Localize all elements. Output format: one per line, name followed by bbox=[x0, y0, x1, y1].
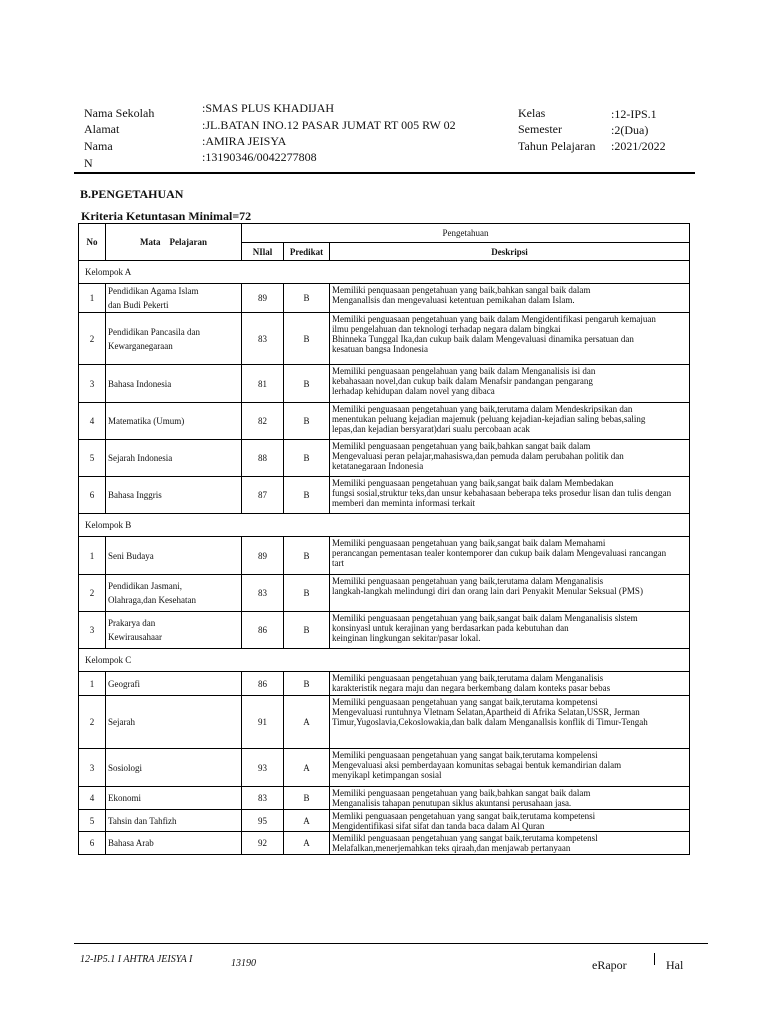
description-text: Memiliki penguasaan pengelahuan yang baik dalam Menganalisis isi dan kebahasaan novel,dan cukup baik dalam Menafsir pandangan pengarang lerhadap kehidupan dalam novel yang dibaca bbox=[330, 365, 690, 403]
subject-name: Bahasa Inggris bbox=[106, 477, 242, 514]
group-title: Kelompok A bbox=[79, 261, 690, 284]
description-text: Memiliki penguasaan pengetahuan yang baik,sangat baik dalam Memahami perancangan pementasan tealer kontemporer dan cukup baik dalam Mengevaluasi rancangan tart bbox=[330, 537, 690, 575]
predicate-value: B bbox=[284, 284, 330, 313]
footer-divider bbox=[74, 943, 708, 944]
subject-name: Pendidikan Agama Islam dan Budi Pekerti bbox=[106, 284, 242, 313]
description-text: Memilikl penguasaan pengetahuan yang baik,bahkan sangat baik dalam Mengevaluasi peran pelajar,mahasiswa,dan pemuda dalam perubahan politik dan ketatanegaraan Indonesia bbox=[330, 440, 690, 477]
row-number: 5 bbox=[79, 440, 106, 477]
predicate-value: A bbox=[284, 696, 330, 749]
footer-student-info: 12-IP5.1 I AHTRA JEISYA I bbox=[80, 954, 193, 965]
row-number: 4 bbox=[79, 403, 106, 440]
footer-student-id-cut: 13190 bbox=[231, 958, 256, 969]
predicate-value: B bbox=[284, 537, 330, 575]
description-text: Memiliki penguasaan pengetahuan yang baik,terutama dalam Menganalisis langkah-langkah melindungi diri dan orang lain dari Penyakit Menular Seksual (PMS) bbox=[330, 575, 690, 612]
predicate-value: B bbox=[284, 403, 330, 440]
score-value: 86 bbox=[242, 612, 284, 649]
predicate-value: B bbox=[284, 787, 330, 810]
value-nisn: :13190346/0042277808 bbox=[202, 150, 317, 164]
score-value: 82 bbox=[242, 403, 284, 440]
row-number: 2 bbox=[79, 696, 106, 749]
score-value: 86 bbox=[242, 672, 284, 696]
label-class: Kelas bbox=[518, 106, 546, 120]
row-number: 2 bbox=[79, 575, 106, 612]
score-value: 92 bbox=[242, 832, 284, 855]
table-row bbox=[79, 537, 690, 575]
score-value: 83 bbox=[242, 313, 284, 365]
subject-name: Tahsin dan Tahfizh bbox=[106, 810, 242, 832]
header-divider bbox=[74, 172, 695, 174]
subject-name: Matematika (Umum) bbox=[106, 403, 242, 440]
table-row bbox=[79, 440, 690, 477]
score-value: 89 bbox=[242, 537, 284, 575]
score-value: 87 bbox=[242, 477, 284, 514]
header-knowledge: Pengetahuan bbox=[242, 224, 690, 243]
score-value: 95 bbox=[242, 810, 284, 832]
description-text: Memiliki penguasaan pengetahuan yang baik,terutama dalam Mendeskripsikan dan menentukan peluang kejadian majemuk (peluang kejadian-kejadian saling bebas,saling lepas,dan kejadian bersyarat)dari sualu percobaan acak bbox=[330, 403, 690, 440]
score-value: 88 bbox=[242, 440, 284, 477]
table-row bbox=[79, 787, 690, 810]
table-row bbox=[79, 575, 690, 612]
description-text: Memiliki penguasaan pengetahuan yang sangat baik,terutama kompetensi Mengevaluasi runtuhnya Vletnam Selatan,Apartheid di Afrika Selatan,USSR, Jerman Timur,Yugoslavia,Cekoslowakia,dan balk dalam Menganallsis konflik di Timur-Tengah bbox=[330, 696, 690, 749]
score-value: 81 bbox=[242, 365, 284, 403]
description-text: Memiliki penguasaan pengetahuan yang baik,bahkan sangat baik dalam Menganalisis tahapan penutupan siklus akuntansi perusahaan jasa. bbox=[330, 787, 690, 810]
table-row bbox=[79, 365, 690, 403]
row-number: 3 bbox=[79, 365, 106, 403]
header-description: Deskripsi bbox=[330, 243, 690, 261]
label-nisn-cut: N bbox=[84, 156, 93, 170]
table-row bbox=[79, 313, 690, 365]
description-text: Memiliki penguasaan pengetahuan yang baik,terutama dalam Menganalisis karakteristik negara maju dan negara berkembang dalam konteks pasar bebas bbox=[330, 672, 690, 696]
subject-name: Pendidikan Pancasila dan Kewarganegaraan bbox=[106, 313, 242, 365]
predicate-value: B bbox=[284, 612, 330, 649]
description-text: Memilikl penguasaan pengetahuan yang sangat baik,terutama kompetensl Melafalkan,menerjemahkan teks qiraah,dan menjawab pertanyaan bbox=[330, 832, 690, 855]
subject-name: Ekonomi bbox=[106, 787, 242, 810]
predicate-value: B bbox=[284, 672, 330, 696]
row-number: 2 bbox=[79, 313, 106, 365]
value-semester: :2(Dua) bbox=[611, 123, 649, 137]
score-value: 93 bbox=[242, 749, 284, 787]
description-text: Memiliki penquasaan pengetahuan yang baik,bahkan sangal baik dalam Menganallsis dan mengevaluasi ketentuan pemikahan dalam Islam. bbox=[330, 284, 690, 313]
predicate-value: B bbox=[284, 440, 330, 477]
predicate-value: A bbox=[284, 832, 330, 855]
header-predicate: Predikat bbox=[284, 243, 330, 261]
score-value: 89 bbox=[242, 284, 284, 313]
row-number: 6 bbox=[79, 477, 106, 514]
score-value: 91 bbox=[242, 696, 284, 749]
row-number: 6 bbox=[79, 832, 106, 855]
predicate-value: B bbox=[284, 477, 330, 514]
table-row bbox=[79, 477, 690, 514]
table-row bbox=[79, 403, 690, 440]
label-name: Nama bbox=[84, 139, 113, 153]
label-address: Alamat bbox=[84, 122, 120, 136]
grades-table bbox=[78, 223, 690, 855]
header-subject: Mata Pelajaran bbox=[106, 224, 242, 261]
value-name: :AMIRA JEISYA bbox=[202, 134, 287, 148]
footer-app-name: eRapor bbox=[592, 958, 627, 972]
description-text: Memiliki penguasaan pengetahuan yang baik,sangat baik dalam Membedakan fungsi sosial,struktur teks,dan unsur kebahasaan beberapa teks prosedur lisan dan tulis dengan memberi dan meminta informasi terkait bbox=[330, 477, 690, 514]
group-title: Kelompok B bbox=[79, 514, 690, 537]
subject-name: Bahasa Arab bbox=[106, 832, 242, 855]
subject-name: Sejarah bbox=[106, 696, 242, 749]
group-title: Kelompok C bbox=[79, 649, 690, 672]
row-number: 4 bbox=[79, 787, 106, 810]
predicate-value: A bbox=[284, 749, 330, 787]
score-value: 83 bbox=[242, 575, 284, 612]
row-number: 3 bbox=[79, 749, 106, 787]
row-number: 1 bbox=[79, 672, 106, 696]
row-number: 3 bbox=[79, 612, 106, 649]
row-number: 1 bbox=[79, 537, 106, 575]
value-address: :JL.BATAN INO.12 PASAR JUMAT RT 005 RW 02 bbox=[202, 118, 456, 132]
header-score: NIlal bbox=[242, 243, 284, 261]
predicate-value: B bbox=[284, 313, 330, 365]
table-row bbox=[79, 810, 690, 832]
footer-separator bbox=[654, 953, 655, 965]
kkm-label: Kriteria Ketuntasan Minimal=72 bbox=[81, 209, 252, 223]
subject-name: Sejarah Indonesia bbox=[106, 440, 242, 477]
label-school: Nama Sekolah bbox=[84, 106, 155, 120]
header-no: No bbox=[79, 224, 106, 261]
value-year-cut: :2021/2022 bbox=[611, 139, 666, 153]
table-row bbox=[79, 749, 690, 787]
description-text: Memliki penguasaan pengetahuan yang sangat baik,terutama kompetensi Mengidentifikasi sifat sifat dan tanda baca dalam Al Quran bbox=[330, 810, 690, 832]
value-class: :12-IPS.1 bbox=[611, 107, 657, 121]
subject-name: Geografi bbox=[106, 672, 242, 696]
subject-name: Seni Budaya bbox=[106, 537, 242, 575]
row-number: 5 bbox=[79, 810, 106, 832]
subject-name: Bahasa Indonesia bbox=[106, 365, 242, 403]
section-title: B.PENGETAHUAN bbox=[80, 187, 184, 201]
description-text: Memiliki penguasaan pengetahuan yang baik dalam Mengidentifikasi pengaruh kemajuan ilmu pengelahuan dan teknologi terhadap negara dalam bingkai Bhinneka Tunggal Ika,dan cukup baik dalam Mengevaluasi dinamika persatuan dan kesatuan bangsa Indonesia bbox=[330, 313, 690, 365]
predicate-value: A bbox=[284, 810, 330, 832]
predicate-value: B bbox=[284, 575, 330, 612]
score-value: 83 bbox=[242, 787, 284, 810]
row-number: 1 bbox=[79, 284, 106, 313]
label-semester: Semester bbox=[518, 122, 562, 136]
description-text: Memiliki penguasaan pengetahuan yang baik,sangat baik dalam Menganalisis slstem konsinyasl untuk kerajinan yang berdasarkan pada kebutuhan dan keinginan lingkungan sekitar/pasar lokal. bbox=[330, 612, 690, 649]
table-row bbox=[79, 612, 690, 649]
table-row bbox=[79, 696, 690, 749]
label-year-cut: Tahun Pelajaran bbox=[518, 139, 596, 153]
table-row bbox=[79, 284, 690, 313]
subject-name: Sosiologi bbox=[106, 749, 242, 787]
footer-page-cut: Hal bbox=[666, 958, 684, 972]
table-row bbox=[79, 832, 690, 855]
description-text: Memiliki penguasaan pengetahuan yang sangat baik,terutama kompelensi Mengevaluasi aksi pemberdayaan komunitas sebagai bentuk kemandirian dalam menyikapl ketimpangan sosial bbox=[330, 749, 690, 787]
subject-name: Pendidikan Jasmani, Olahraga,dan Kesehatan bbox=[106, 575, 242, 612]
table-row bbox=[79, 672, 690, 696]
value-school: :SMAS PLUS KHADIJAH bbox=[202, 101, 335, 115]
predicate-value: B bbox=[284, 365, 330, 403]
subject-name: Prakarya dan Kewirausahaar bbox=[106, 612, 242, 649]
